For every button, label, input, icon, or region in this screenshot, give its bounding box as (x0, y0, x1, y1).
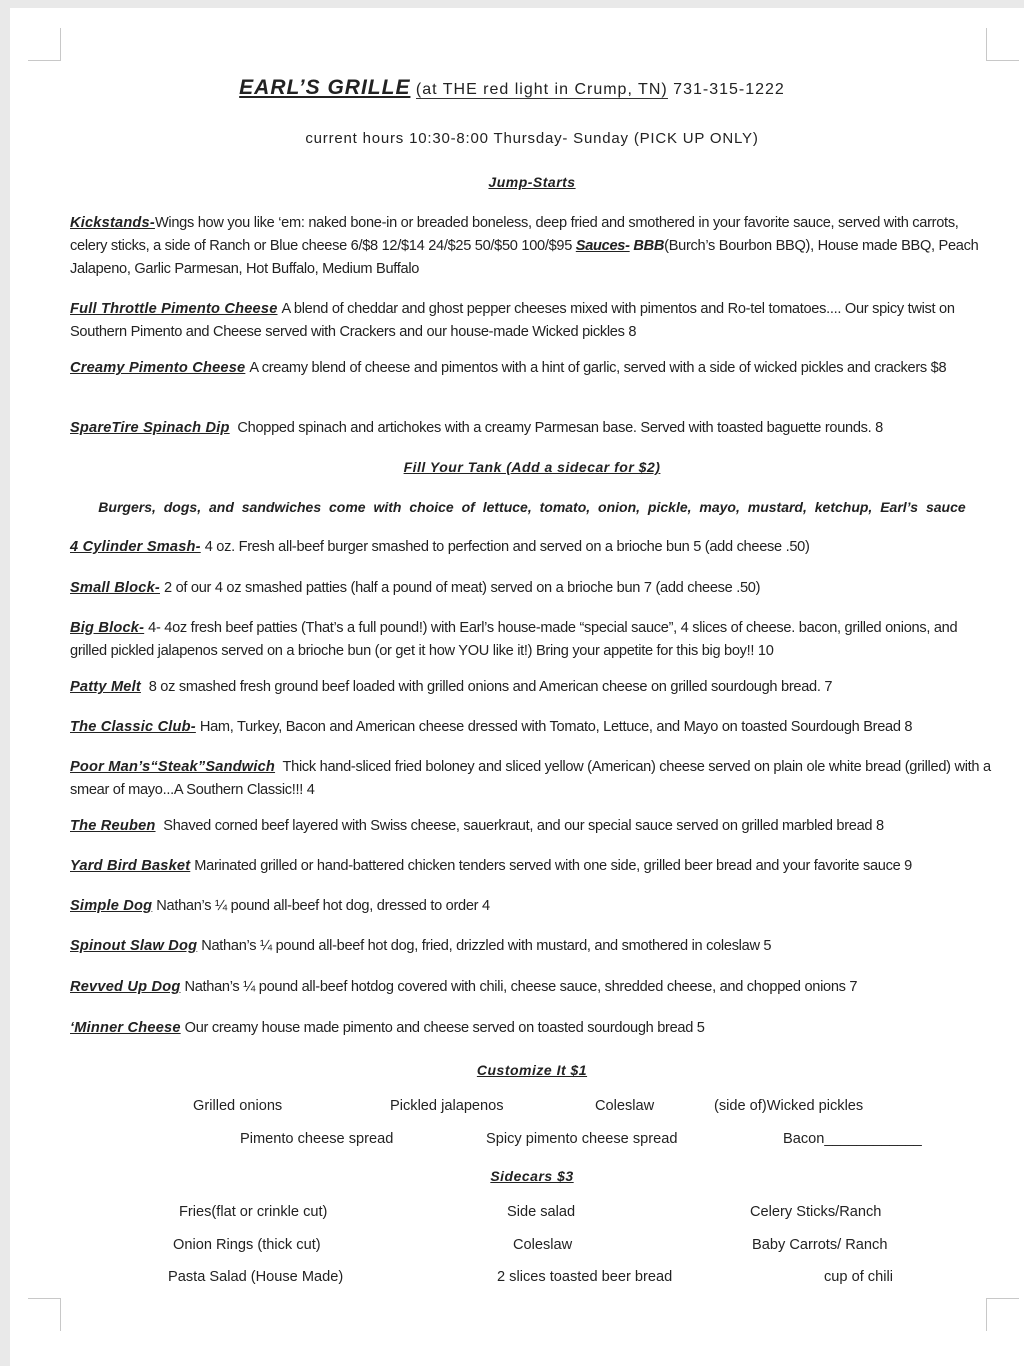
sidecar-option: cup of chili (824, 1269, 893, 1285)
phone: 731-315-1222 (673, 81, 785, 98)
customize-option: Spicy pimento cheese spread (486, 1131, 678, 1147)
customize-option: Pickled jalapenos (390, 1098, 504, 1114)
sidecar-option: Pasta Salad (House Made) (168, 1269, 344, 1285)
section-fill-your-tank: Fill Your Tank (Add a sidecar for $2) (403, 459, 661, 475)
item-desc: 8 oz smashed fresh ground beef loaded with grilled onions and American cheese on grilled sourdough bread. 7 (144, 679, 833, 695)
menu-item (70, 676, 995, 699)
item-desc: 2 of our 4 oz smashed patties (half a pound of meat) served on a brioche bun 7 (add cheese .50) (164, 580, 761, 596)
item-desc: Chopped spinach and artichokes with a creamy Parmesan base. Served with toasted baguette rounds. 8 (233, 420, 883, 436)
customize-option: Bacon____________ (783, 1131, 922, 1147)
item-desc: Thick hand-sliced fried boloney and sliced yellow (American) cheese served on plain ole white bread (grilled) with a smear of mayo...A Southern Classic!!! 4 (70, 759, 991, 798)
item-name: Small Block- (70, 580, 160, 596)
sauces-label: Sauces- (575, 238, 630, 254)
menu-item (70, 417, 995, 440)
section-customize-it: Customize It $1 (476, 1062, 588, 1078)
item-desc: 4 oz. Fresh all-beef burger smashed to perfection and served on a brioche bun 5 (add cheese .50) (204, 539, 810, 555)
location: (at THE red light in Crump, TN) (415, 81, 668, 98)
item-name: The Reuben (70, 818, 156, 834)
menu-header (0, 76, 1024, 100)
customize-option: Coleslaw (595, 1098, 655, 1114)
menu-item (70, 976, 995, 999)
sidecar-option: Side salad (507, 1204, 576, 1220)
sidecar-option: Celery Sticks/Ranch (750, 1204, 882, 1220)
item-name: The Classic Club- (70, 719, 196, 735)
sauces-bbb: BBB (629, 238, 665, 254)
customize-option: Grilled onions (193, 1098, 283, 1114)
sidecar-option: Coleslaw (513, 1237, 573, 1253)
crop-mark (28, 1298, 61, 1331)
item-name: SpareTire Spinach Dip (70, 420, 230, 436)
item-desc: Ham, Turkey, Bacon and American cheese dressed with Tomato, Lettuce, and Mayo on toasted Sourdough Bread 8 (199, 719, 913, 735)
sidecar-option: Onion Rings (thick cut) (173, 1237, 321, 1253)
item-desc: Nathan’s ¼ pound all-beef hot dog, dressed to order 4 (156, 898, 490, 914)
item-name: Yard Bird Basket (70, 858, 191, 874)
item-name: Full Throttle Pimento Cheese (70, 301, 278, 317)
menu-item (70, 577, 995, 600)
item-name: 4 Cylinder Smash- (70, 539, 201, 555)
item-name: Patty Melt (70, 679, 141, 695)
hours: current hours 10:30-8:00 Thursday- Sunday (PICK UP ONLY) (305, 130, 759, 147)
customize-option: Pimento cheese spread (240, 1131, 394, 1147)
item-desc: A blend of cheddar and ghost pepper cheeses mixed with pimentos and Ro-tel tomatoes.... Our spicy twist on Southern Pimento and Cheese served with Crackers and our house-made Wicked pickles 8 (70, 301, 955, 340)
menu-item (70, 716, 995, 739)
item-desc: Marinated grilled or hand-battered chicken tenders served with one side, grilled beer bread and your favorite sauce 9 (194, 858, 912, 874)
menu-item (70, 935, 995, 958)
sauces-list: (Burch’s Bourbon BBQ), House made BBQ, Peach Jalapeno, Garlic Parmesan, Hot Buffalo, Medium Buffalo (70, 238, 979, 277)
item-name: Simple Dog (70, 898, 153, 914)
item-desc: Shaved corned beef layered with Swiss cheese, sauerkraut, and our special sauce served on grilled marbled bread 8 (159, 818, 884, 834)
section-jump-starts: Jump-Starts (488, 174, 576, 190)
item-name: ‘Minner Cheese (70, 1020, 181, 1036)
menu-item (70, 855, 995, 878)
sidecar-option: Fries(flat or crinkle cut) (179, 1204, 328, 1220)
item-name: Revved Up Dog (70, 979, 181, 995)
menu-item (70, 1017, 995, 1040)
menu-item (70, 536, 995, 559)
item-desc: Our creamy house made pimento and cheese served on toasted sourdough bread 5 (184, 1020, 705, 1036)
item-name: Spinout Slaw Dog (70, 938, 198, 954)
section-sidecars: Sidecars $3 (490, 1168, 574, 1184)
item-desc: Wings how you like ‘em: naked bone-in or breaded boneless, deep fried and smothered in your favorite sauce, served with carrots, celery sticks, a side of Ranch or Blue cheese 6/$8 12/$14 24/$25 50/$50 100/$95 (70, 215, 959, 254)
item-name: Creamy Pimento Cheese (70, 360, 246, 376)
menu-item (70, 617, 995, 663)
item-name: Poor Man’s“Steak”Sandwich (70, 759, 276, 775)
toppings-note: Burgers, dogs, and sandwiches come with choice of lettuce, tomato, onion, pickle, mayo, mustard, ketchup, Earl’s sauce (98, 499, 966, 515)
menu-item (70, 357, 995, 380)
item-desc: Nathan’s ¼ pound all-beef hot dog, fried, drizzled with mustard, and smothered in coleslaw 5 (201, 938, 772, 954)
item-name: Kickstands- (70, 215, 155, 231)
sidecar-option: Baby Carrots/ Ranch (752, 1237, 888, 1253)
sidecar-option: 2 slices toasted beer bread (497, 1269, 673, 1285)
item-name: Big Block- (70, 620, 145, 636)
menu-item (70, 756, 995, 802)
menu-item (70, 815, 995, 838)
item-desc: 4- 4oz fresh beef patties (That’s a full pound!) with Earl’s house-made “special sauce”, 4 slices of cheese. bacon, grilled onions, and grilled pickled jalapenos served on a brioche bun (or get it how YOU like it!) Bring your appetite for this big boy!! 10 (70, 620, 958, 659)
restaurant-name: EARL’S GRILLE (239, 76, 411, 99)
item-desc: Nathan’s ¼ pound all-beef hotdog covered with chili, cheese sauce, shredded cheese, and chopped onions 7 (184, 979, 858, 995)
crop-mark (986, 1298, 1019, 1331)
item-desc: A creamy blend of cheese and pimentos with a hint of garlic, served with a side of wicked pickles and crackers $8 (249, 360, 947, 376)
menu-item (70, 298, 995, 344)
menu-item-kickstands (70, 212, 995, 281)
crop-mark (28, 28, 61, 61)
crop-mark (986, 28, 1019, 61)
menu-item (70, 895, 995, 918)
customize-option: (side of)Wicked pickles (714, 1098, 864, 1114)
